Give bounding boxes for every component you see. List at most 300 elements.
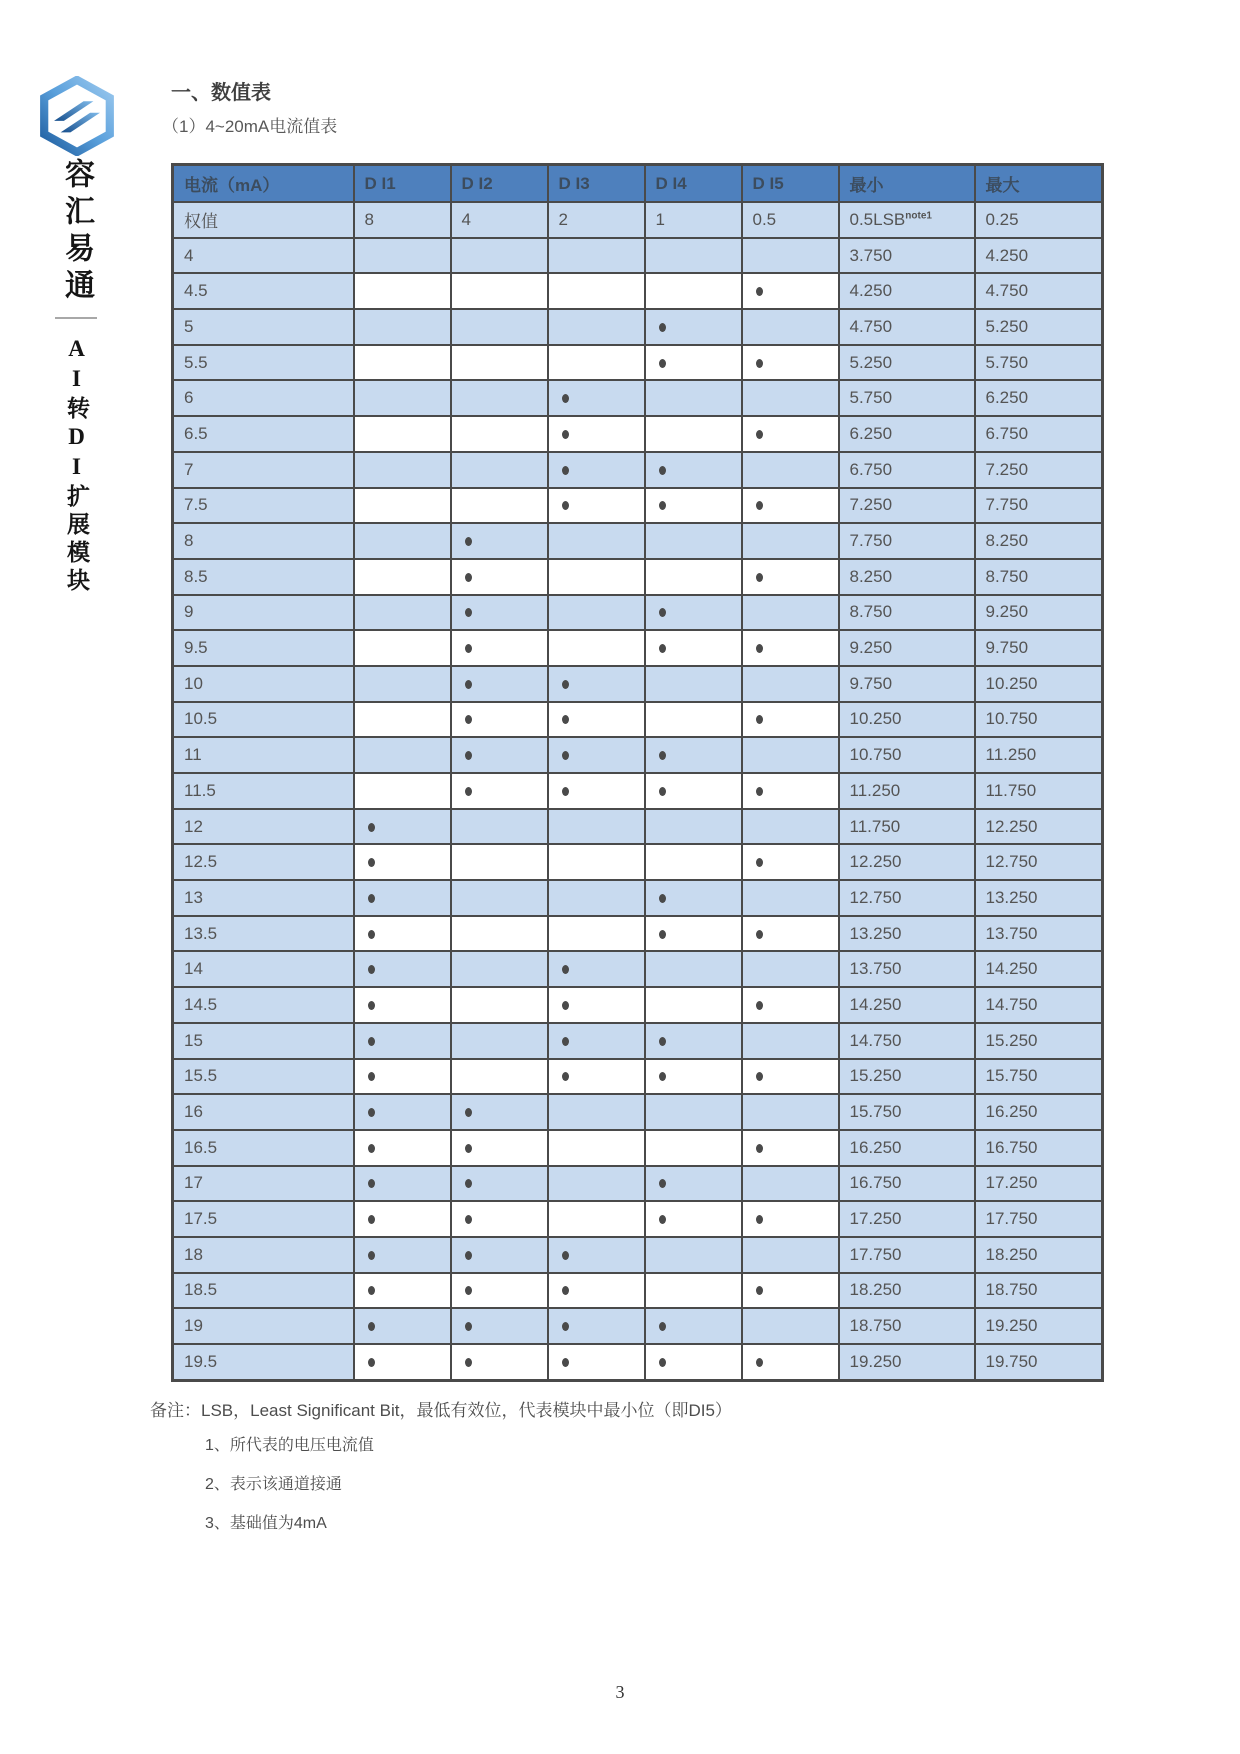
di-cell xyxy=(451,951,548,987)
channel-on-dot xyxy=(465,1358,472,1367)
max-cell: 10.250 xyxy=(975,666,1103,702)
current-cell: 19 xyxy=(173,1308,354,1344)
di-cell xyxy=(645,380,742,416)
channel-on-dot xyxy=(465,573,472,582)
di-cell xyxy=(354,238,451,274)
weight-max-cell: 0.25 xyxy=(975,202,1103,238)
current-cell: 13 xyxy=(173,880,354,916)
max-cell: 14.250 xyxy=(975,951,1103,987)
di-cell xyxy=(451,345,548,381)
column-header: D I5 xyxy=(742,165,839,203)
current-cell: 18 xyxy=(173,1237,354,1273)
channel-on-dot xyxy=(368,1179,375,1188)
min-cell: 17.750 xyxy=(839,1237,975,1273)
table-row xyxy=(173,595,1103,631)
weight-row xyxy=(173,202,1103,238)
di-cell xyxy=(548,630,645,666)
channel-on-dot xyxy=(756,644,763,653)
min-cell: 12.250 xyxy=(839,844,975,880)
di-cell xyxy=(548,559,645,595)
min-cell: 18.250 xyxy=(839,1273,975,1309)
di-cell xyxy=(645,737,742,773)
max-cell: 5.250 xyxy=(975,309,1103,345)
channel-on-dot xyxy=(465,644,472,653)
table-row xyxy=(173,666,1103,702)
di-cell xyxy=(548,238,645,274)
channel-on-dot xyxy=(659,359,666,368)
max-cell: 11.250 xyxy=(975,737,1103,773)
max-cell: 11.750 xyxy=(975,773,1103,809)
di-cell xyxy=(354,559,451,595)
di-cell xyxy=(451,666,548,702)
note-item-2: 2、表示该通道接通 xyxy=(205,1476,342,1493)
di-cell xyxy=(742,1023,839,1059)
di-cell xyxy=(548,916,645,952)
di-cell xyxy=(645,951,742,987)
current-cell: 11.5 xyxy=(173,773,354,809)
di-cell xyxy=(742,1059,839,1095)
di-cell xyxy=(742,1130,839,1166)
di-cell xyxy=(354,1059,451,1095)
table-row xyxy=(173,1201,1103,1237)
channel-on-dot xyxy=(562,1286,569,1295)
product-name-vertical: AI转DI扩展模块 xyxy=(64,336,89,596)
current-cell: 10.5 xyxy=(173,702,354,738)
channel-on-dot xyxy=(368,894,375,903)
di-cell xyxy=(451,1023,548,1059)
di-cell xyxy=(548,1059,645,1095)
channel-on-dot xyxy=(465,680,472,689)
table-row xyxy=(173,1059,1103,1095)
channel-on-dot xyxy=(368,1358,375,1367)
di-cell xyxy=(451,559,548,595)
di-cell xyxy=(645,452,742,488)
min-cell: 12.750 xyxy=(839,880,975,916)
max-cell: 14.750 xyxy=(975,987,1103,1023)
di-cell xyxy=(548,844,645,880)
di-cell xyxy=(645,1344,742,1380)
channel-on-dot xyxy=(659,644,666,653)
channel-on-dot xyxy=(368,1037,375,1046)
di-cell xyxy=(548,773,645,809)
di-cell xyxy=(451,595,548,631)
min-cell: 5.250 xyxy=(839,345,975,381)
min-cell: 16.750 xyxy=(839,1166,975,1202)
di-cell xyxy=(645,416,742,452)
di-cell xyxy=(451,916,548,952)
di-cell xyxy=(451,809,548,845)
di-cell xyxy=(645,630,742,666)
table-row xyxy=(173,809,1103,845)
di-cell xyxy=(354,1308,451,1344)
column-header: D I3 xyxy=(548,165,645,203)
di-cell xyxy=(354,1344,451,1380)
table-row xyxy=(173,737,1103,773)
column-header: 最大 xyxy=(975,165,1103,203)
channel-on-dot xyxy=(465,1179,472,1188)
di-cell xyxy=(645,488,742,524)
di-cell xyxy=(548,309,645,345)
current-cell: 19.5 xyxy=(173,1344,354,1380)
channel-on-dot xyxy=(368,930,375,939)
di-cell xyxy=(451,488,548,524)
column-header: D I1 xyxy=(354,165,451,203)
section-title: 一、数值表 xyxy=(171,82,271,104)
channel-on-dot xyxy=(659,1072,666,1081)
channel-on-dot xyxy=(465,751,472,760)
di-cell xyxy=(548,951,645,987)
di-cell xyxy=(645,702,742,738)
di-cell xyxy=(354,987,451,1023)
di-cell xyxy=(645,595,742,631)
di-cell xyxy=(354,380,451,416)
table-row xyxy=(173,987,1103,1023)
di-cell xyxy=(742,273,839,309)
channel-on-dot xyxy=(368,1072,375,1081)
table-row xyxy=(173,880,1103,916)
max-cell: 16.250 xyxy=(975,1094,1103,1130)
company-logo-icon xyxy=(36,76,118,156)
channel-on-dot xyxy=(562,501,569,510)
di-cell xyxy=(645,345,742,381)
di-cell xyxy=(548,416,645,452)
di-cell xyxy=(451,987,548,1023)
channel-on-dot xyxy=(465,1251,472,1260)
current-cell: 17 xyxy=(173,1166,354,1202)
min-cell: 4.250 xyxy=(839,273,975,309)
di-cell xyxy=(451,416,548,452)
min-cell: 5.750 xyxy=(839,380,975,416)
di-cell xyxy=(742,1273,839,1309)
min-cell: 6.750 xyxy=(839,452,975,488)
channel-on-dot xyxy=(562,751,569,760)
di-cell xyxy=(354,880,451,916)
di-cell xyxy=(742,309,839,345)
current-value-table xyxy=(171,163,1104,1382)
column-header: 电流（mA） xyxy=(173,165,354,203)
di-cell xyxy=(548,1237,645,1273)
table-row xyxy=(173,488,1103,524)
column-header: D I2 xyxy=(451,165,548,203)
di-cell xyxy=(354,488,451,524)
channel-on-dot xyxy=(368,965,375,974)
min-cell: 4.750 xyxy=(839,309,975,345)
di-cell xyxy=(548,1166,645,1202)
di-cell xyxy=(354,809,451,845)
min-cell: 10.250 xyxy=(839,702,975,738)
channel-on-dot xyxy=(659,894,666,903)
channel-on-dot xyxy=(756,1215,763,1224)
channel-on-dot xyxy=(368,858,375,867)
table-row xyxy=(173,1237,1103,1273)
di-cell xyxy=(742,1166,839,1202)
channel-on-dot xyxy=(562,715,569,724)
current-cell: 6 xyxy=(173,380,354,416)
di-cell xyxy=(354,1273,451,1309)
current-cell: 6.5 xyxy=(173,416,354,452)
di-cell xyxy=(354,666,451,702)
di-cell xyxy=(742,380,839,416)
di-cell xyxy=(742,238,839,274)
di-cell xyxy=(354,1166,451,1202)
min-cell: 14.750 xyxy=(839,1023,975,1059)
footnote-ref: note1 xyxy=(905,210,932,222)
channel-on-dot xyxy=(756,858,763,867)
table-row xyxy=(173,452,1103,488)
di-cell xyxy=(742,523,839,559)
header-row xyxy=(173,165,1103,203)
channel-on-dot xyxy=(756,501,763,510)
di-cell xyxy=(742,809,839,845)
di-cell xyxy=(451,1130,548,1166)
current-cell: 4 xyxy=(173,238,354,274)
min-cell: 7.250 xyxy=(839,488,975,524)
channel-on-dot xyxy=(659,1322,666,1331)
page-number: 3 xyxy=(615,1682,625,1702)
channel-on-dot xyxy=(368,1215,375,1224)
channel-on-dot xyxy=(368,1286,375,1295)
channel-on-dot xyxy=(465,537,472,546)
channel-on-dot xyxy=(465,1322,472,1331)
min-cell: 11.750 xyxy=(839,809,975,845)
channel-on-dot xyxy=(659,930,666,939)
di-cell xyxy=(742,666,839,702)
di-cell xyxy=(451,630,548,666)
current-cell: 15 xyxy=(173,1023,354,1059)
channel-on-dot xyxy=(562,466,569,475)
max-cell: 9.750 xyxy=(975,630,1103,666)
di-cell xyxy=(548,345,645,381)
di-cell xyxy=(645,1201,742,1237)
min-cell: 9.750 xyxy=(839,666,975,702)
table-row xyxy=(173,1094,1103,1130)
di-cell xyxy=(645,1094,742,1130)
table-row xyxy=(173,702,1103,738)
current-cell: 8 xyxy=(173,523,354,559)
table-row xyxy=(173,630,1103,666)
channel-on-dot xyxy=(562,1072,569,1081)
channel-on-dot xyxy=(368,1251,375,1260)
channel-on-dot xyxy=(465,1144,472,1153)
table-row xyxy=(173,951,1103,987)
di-cell xyxy=(645,773,742,809)
di-cell xyxy=(645,1237,742,1273)
di-cell xyxy=(548,666,645,702)
current-cell: 13.5 xyxy=(173,916,354,952)
di-cell xyxy=(451,880,548,916)
min-cell: 10.750 xyxy=(839,737,975,773)
di-cell xyxy=(742,916,839,952)
channel-on-dot xyxy=(659,787,666,796)
sidebar-divider xyxy=(55,317,97,319)
di-cell xyxy=(548,702,645,738)
table-row xyxy=(173,1130,1103,1166)
channel-on-dot xyxy=(562,1358,569,1367)
min-cell: 15.250 xyxy=(839,1059,975,1095)
max-cell: 13.250 xyxy=(975,880,1103,916)
di-cell xyxy=(548,273,645,309)
di-cell xyxy=(354,273,451,309)
channel-on-dot xyxy=(465,1108,472,1117)
di-cell xyxy=(548,1130,645,1166)
current-cell: 12 xyxy=(173,809,354,845)
table-container xyxy=(171,163,1104,1382)
di-cell xyxy=(354,1094,451,1130)
di-cell xyxy=(548,488,645,524)
current-cell: 17.5 xyxy=(173,1201,354,1237)
di-cell xyxy=(742,951,839,987)
channel-on-dot xyxy=(659,1358,666,1367)
di-cell xyxy=(645,559,742,595)
table-caption: （1）4~20mA电流值表 xyxy=(162,117,338,136)
table-row xyxy=(173,238,1103,274)
min-cell: 17.250 xyxy=(839,1201,975,1237)
di-cell xyxy=(742,559,839,595)
table-row xyxy=(173,916,1103,952)
max-cell: 15.750 xyxy=(975,1059,1103,1095)
current-cell: 15.5 xyxy=(173,1059,354,1095)
di-cell xyxy=(645,1308,742,1344)
di-cell xyxy=(548,523,645,559)
di-cell xyxy=(645,1166,742,1202)
table-row xyxy=(173,1166,1103,1202)
di-cell xyxy=(742,630,839,666)
min-cell: 7.750 xyxy=(839,523,975,559)
channel-on-dot xyxy=(659,1179,666,1188)
channel-on-dot xyxy=(756,1358,763,1367)
current-cell: 14 xyxy=(173,951,354,987)
current-cell: 7.5 xyxy=(173,488,354,524)
max-cell: 18.750 xyxy=(975,1273,1103,1309)
di-cell xyxy=(742,488,839,524)
di-cell xyxy=(645,809,742,845)
max-cell: 7.750 xyxy=(975,488,1103,524)
table-row xyxy=(173,1273,1103,1309)
table-row xyxy=(173,273,1103,309)
max-cell: 7.250 xyxy=(975,452,1103,488)
di-cell xyxy=(742,844,839,880)
weight-value-cell: 2 xyxy=(548,202,645,238)
di-cell xyxy=(354,452,451,488)
max-cell: 4.250 xyxy=(975,238,1103,274)
di-cell xyxy=(451,773,548,809)
channel-on-dot xyxy=(562,1251,569,1260)
channel-on-dot xyxy=(659,323,666,332)
min-cell: 13.750 xyxy=(839,951,975,987)
di-cell xyxy=(451,1166,548,1202)
channel-on-dot xyxy=(756,430,763,439)
max-cell: 12.750 xyxy=(975,844,1103,880)
di-cell xyxy=(451,1201,548,1237)
channel-on-dot xyxy=(756,1072,763,1081)
di-cell xyxy=(742,416,839,452)
channel-on-dot xyxy=(756,1001,763,1010)
channel-on-dot xyxy=(562,965,569,974)
current-cell: 5.5 xyxy=(173,345,354,381)
channel-on-dot xyxy=(562,394,569,403)
table-row xyxy=(173,345,1103,381)
di-cell xyxy=(354,345,451,381)
di-cell xyxy=(548,595,645,631)
table-row xyxy=(173,844,1103,880)
di-cell xyxy=(451,702,548,738)
current-cell: 10 xyxy=(173,666,354,702)
di-cell xyxy=(451,452,548,488)
max-cell: 13.750 xyxy=(975,916,1103,952)
weight-value-cell: 1 xyxy=(645,202,742,238)
di-cell xyxy=(451,309,548,345)
channel-on-dot xyxy=(465,715,472,724)
min-cell: 13.250 xyxy=(839,916,975,952)
di-cell xyxy=(548,1094,645,1130)
di-cell xyxy=(742,452,839,488)
current-cell: 4.5 xyxy=(173,273,354,309)
di-cell xyxy=(645,880,742,916)
table-row xyxy=(173,416,1103,452)
weight-value-cell: 8 xyxy=(354,202,451,238)
channel-on-dot xyxy=(756,930,763,939)
channel-on-dot xyxy=(756,287,763,296)
di-cell xyxy=(742,1237,839,1273)
di-cell xyxy=(742,345,839,381)
di-cell xyxy=(451,273,548,309)
di-cell xyxy=(742,1201,839,1237)
di-cell xyxy=(451,737,548,773)
channel-on-dot xyxy=(465,608,472,617)
brand-name-vertical: 容汇易通 xyxy=(60,158,93,306)
di-cell xyxy=(354,1130,451,1166)
current-cell: 9 xyxy=(173,595,354,631)
max-cell: 6.250 xyxy=(975,380,1103,416)
max-cell: 17.250 xyxy=(975,1166,1103,1202)
max-cell: 9.250 xyxy=(975,595,1103,631)
di-cell xyxy=(354,416,451,452)
channel-on-dot xyxy=(659,1215,666,1224)
di-cell xyxy=(742,737,839,773)
di-cell xyxy=(645,1023,742,1059)
di-cell xyxy=(451,1059,548,1095)
di-cell xyxy=(354,309,451,345)
current-cell: 8.5 xyxy=(173,559,354,595)
di-cell xyxy=(742,1344,839,1380)
channel-on-dot xyxy=(756,573,763,582)
note-item-3: 3、基础值为4mA xyxy=(205,1515,327,1532)
di-cell xyxy=(645,916,742,952)
current-cell: 9.5 xyxy=(173,630,354,666)
di-cell xyxy=(354,702,451,738)
channel-on-dot xyxy=(756,715,763,724)
channel-on-dot xyxy=(562,1322,569,1331)
max-cell: 5.750 xyxy=(975,345,1103,381)
max-cell: 17.750 xyxy=(975,1201,1103,1237)
di-cell xyxy=(354,1201,451,1237)
table-row xyxy=(173,523,1103,559)
di-cell xyxy=(742,773,839,809)
di-cell xyxy=(354,1237,451,1273)
di-cell xyxy=(645,987,742,1023)
di-cell xyxy=(742,987,839,1023)
min-cell: 15.750 xyxy=(839,1094,975,1130)
di-cell xyxy=(742,595,839,631)
table-row xyxy=(173,559,1103,595)
di-cell xyxy=(451,238,548,274)
weight-min-cell: 0.5LSB$^{note1}$ xyxy=(839,202,975,238)
max-cell: 19.750 xyxy=(975,1344,1103,1380)
max-cell: 8.250 xyxy=(975,523,1103,559)
weight-value-cell: 4 xyxy=(451,202,548,238)
remark-line: 备注：LSB，Least Significant Bit，最低有效位，代表模块中最小位（即DI5） xyxy=(150,1401,732,1420)
min-cell: 14.250 xyxy=(839,987,975,1023)
